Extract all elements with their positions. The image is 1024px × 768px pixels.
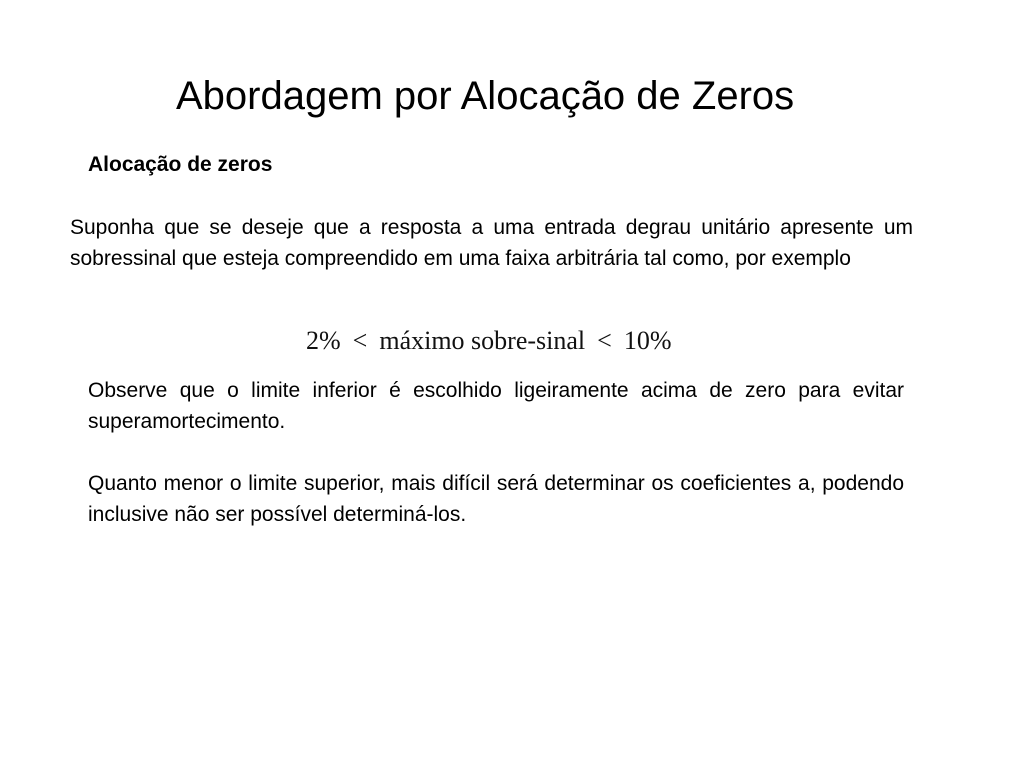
formula-lower-bound: 2% xyxy=(306,326,341,355)
section-heading: Alocação de zeros xyxy=(88,153,273,176)
intro-paragraph: Suponha que se deseje que a resposta a uma entrada degrau unitário apresente um sobressinal que esteja compreendido em uma faixa arbitrária tal como, por exemplo xyxy=(70,216,913,270)
formula-upper-bound: 10% xyxy=(623,326,672,355)
overshoot-inequality xyxy=(306,322,671,360)
formula-less-than-2: < xyxy=(597,326,612,355)
upper-limit-paragraph: Quanto menor o limite superior, mais difícil será determinar os coeficientes a, podendo inclusive não ser possível determiná-los. xyxy=(88,472,904,526)
lower-limit-paragraph: Observe que o limite inferior é escolhido ligeiramente acima de zero para evitar superamortecimento. xyxy=(88,379,904,433)
formula-less-than-1: < xyxy=(352,326,368,355)
slide-title: Abordagem por Alocação de Zeros xyxy=(176,74,795,118)
formula-middle-term: máximo sobre-sinal xyxy=(379,326,586,355)
